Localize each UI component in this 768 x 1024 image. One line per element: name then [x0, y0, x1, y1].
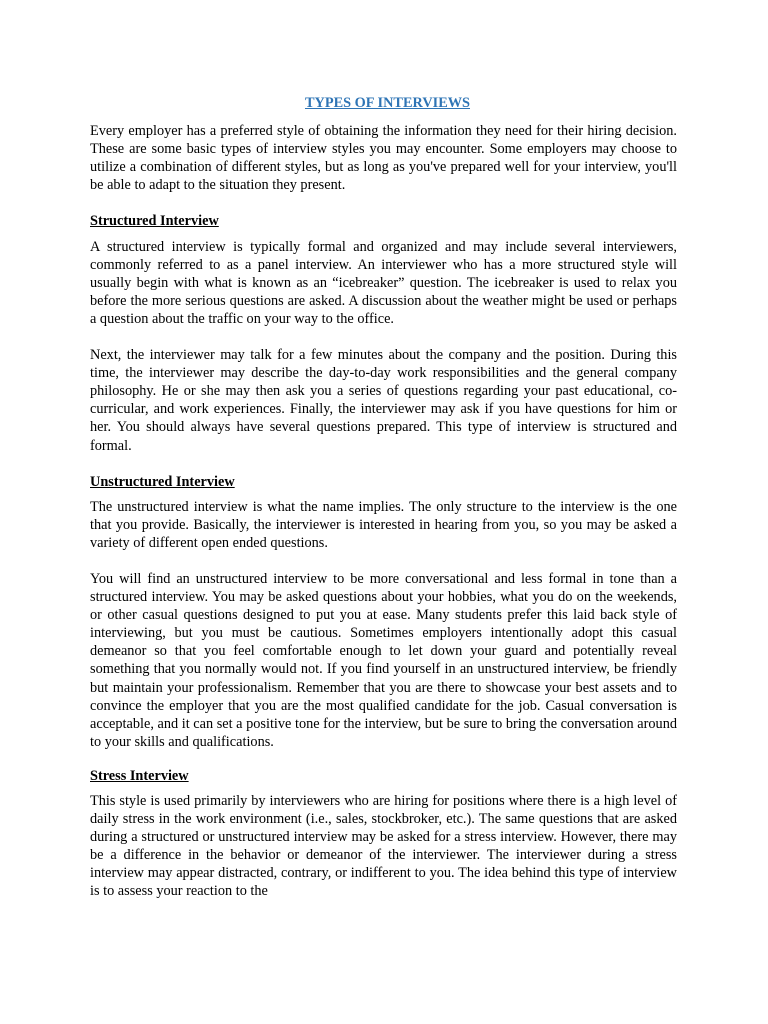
unstructured-paragraph-1: The unstructured interview is what the name implies. The only structure to the interview is the one that you provide. Basically, the interviewer is interested in hearing from you, so you may be asked a variety of different open ended questions. — [90, 498, 677, 551]
section-heading-structured: Structured Interview — [90, 213, 219, 230]
unstructured-paragraph-2: You will find an unstructured interview to be more conversational and less formal in tone than a structured interview. You may be asked questions about your hobbies, what you do on the weekends, or other casual questions designed to put you at ease. Many students prefer this laid back style of interviewing, but you must be cautious. Sometimes employers intentionally adopt this casual demeanor so that you feel comfortable enough to let down your guard and potentially reveal something that you normally would not. If you find yourself in an unstructured interview, be friendly but maintain your professionalism. Remember that you are there to showcase your best assets and to convince the employer that you are the most qualified candidate for the job. Casual conversation is acceptable, and it can set a positive tone for the interview, but be sure to bring the conversation around to your skills and qualifications. — [90, 570, 677, 750]
intro-paragraph: Every employer has a preferred style of obtaining the information they need for their hiring decision. These are some basic types of interview styles you may encounter. Some employers may choose to utilize a combination of different styles, but as long as you've prepared well for your interview, you'll be able to adapt to the situation they present. — [90, 123, 677, 194]
structured-paragraph-2: Next, the interviewer may talk for a few minutes about the company and the position. During this time, the interviewer may describe the day-to-day work responsibilities and the general company philosophy. He or she may then ask you a series of questions regarding your past educational, co-curricular, and work experiences. Finally, the interviewer may ask if you have questions for him or her. You should always have several questions prepared. This type of interview is structured and formal. — [90, 347, 677, 454]
section-heading-stress: Stress Interview — [90, 767, 189, 784]
document-title: TYPES OF INTERVIEWS — [304, 95, 470, 111]
section-heading-unstructured: Unstructured Interview — [90, 473, 235, 490]
stress-paragraph-1: This style is used primarily by interviewers who are hiring for positions where there is a high level of daily stress in the work environment (i.e., sales, stockbroker, etc.). The same questions that are asked during a structured or unstructured interview may be asked for a stress interview. However, there may be a difference in the behavior or demeanor of the interviewer. The interviewer during a stress interview may appear distracted, contrary, or indifferent to you. The idea behind this type of interview is to assess your reaction to the — [90, 793, 677, 900]
structured-paragraph-1: A structured interview is typically formal and organized and may include several interviewers, commonly referred to as a panel interview. An interviewer who has a more structured style will usually begin with what is known as an “icebreaker” question. The icebreaker is used to relax you before the more serious questions are asked. A discussion about the weather might be used or perhaps a question about the traffic on your way to the office. — [90, 238, 677, 327]
document-page — [90, 94, 677, 919]
